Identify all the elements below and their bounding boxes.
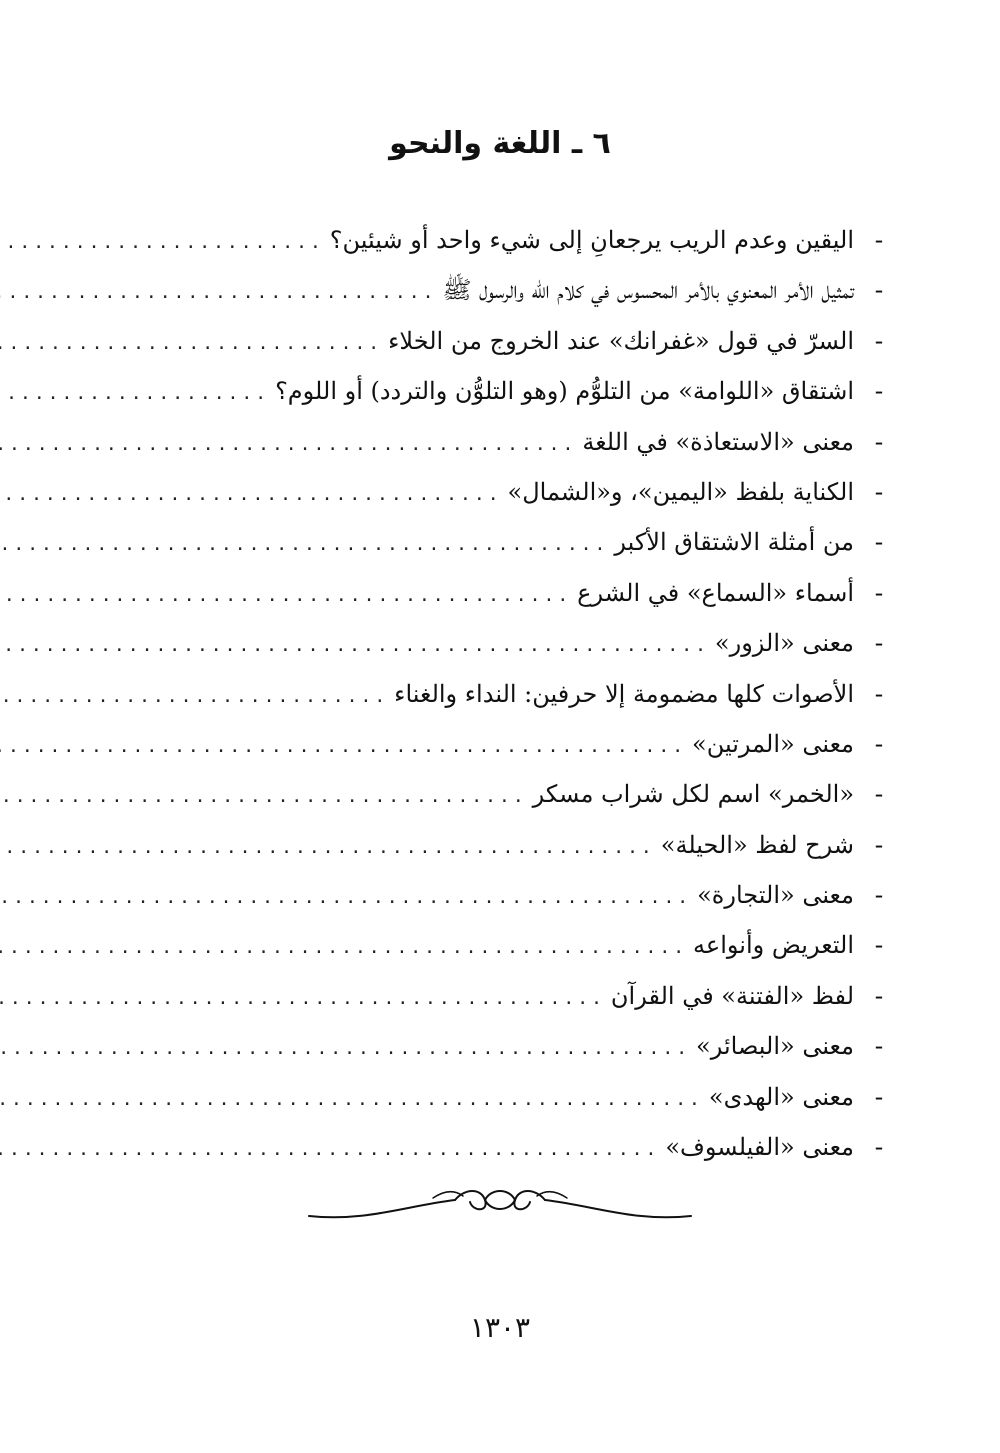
toc-entry (128, 417, 894, 467)
flourish-divider-icon (305, 1176, 695, 1224)
dot-leader (0, 470, 502, 520)
toc-entry (128, 1072, 894, 1122)
entry-dash: - (874, 1082, 884, 1111)
entry-title: معنى «الفيلسوف» (665, 1133, 854, 1162)
entry-title: معنى «التجارة» (697, 881, 854, 910)
entry-title: اليقين وعدم الريب يرجعانِ إلى شيء واحد أو شيئين؟ (329, 226, 854, 254)
entry-title: تمثيل الأمر المعنوي بالأمر المحسوس في كلام الله والرسول ﷺ (442, 276, 854, 305)
entry-dash: - (874, 830, 884, 859)
dot-leader (0, 923, 687, 973)
entry-title: التعريض وأنواعه (693, 931, 854, 960)
entry-title: لفظ «الفتنة» في القرآن (610, 981, 854, 1010)
toc-entry (128, 669, 894, 719)
toc-entry (128, 215, 894, 265)
entry-title: اشتقاق «اللوامة» من التلوُّم (وهو التلوُّن والتردد) أو اللوم؟ (275, 377, 854, 406)
dot-leader (0, 873, 691, 923)
dot-leader (0, 268, 436, 318)
entry-dash: - (874, 477, 884, 506)
dot-leader (0, 823, 655, 873)
entry-title: معنى «الزور» (714, 629, 854, 658)
dot-leader (0, 772, 527, 822)
dot-leader (0, 621, 709, 671)
entry-title: الكناية بلفظ «اليمين»، و«الشمال» (507, 477, 854, 506)
page-number: ١٣٠٣ (469, 1311, 531, 1344)
entry-dash: - (874, 226, 884, 254)
entry-dash: - (874, 931, 884, 960)
entry-title: معنى «الاستعاذة» في اللغة (582, 427, 854, 456)
dot-leader (0, 1075, 703, 1125)
entry-title: شرح لفظ «الحيلة» (660, 830, 854, 859)
toc-entry (128, 971, 894, 1021)
toc-entry (128, 920, 894, 970)
dot-leader (0, 1125, 659, 1175)
entry-dash: - (874, 981, 884, 1010)
entry-title: معنى «المرتين» (692, 729, 854, 758)
entry-dash: - (874, 427, 884, 456)
dot-leader (0, 672, 388, 722)
dot-leader (0, 369, 269, 419)
dot-leader (0, 974, 605, 1024)
entry-dash: - (874, 1032, 884, 1061)
toc-entry (128, 265, 894, 315)
toc-entry (128, 769, 894, 819)
toc-entry (128, 820, 894, 870)
entry-title: «الخمر» اسم لكل شراب مسكر (532, 780, 854, 809)
toc-entry (128, 870, 894, 920)
toc-entry (128, 517, 894, 567)
entry-dash: - (874, 629, 884, 658)
toc-entry (128, 316, 894, 366)
toc-entry (128, 366, 894, 416)
toc-entry (128, 618, 894, 668)
entry-title: من أمثلة الاشتقاق الأكبر (614, 528, 854, 557)
dot-leader (0, 722, 686, 772)
dot-leader (0, 520, 608, 570)
entry-dash: - (874, 729, 884, 758)
section-heading: ٦ ـ اللغة والنحو (389, 126, 611, 161)
toc-entry (128, 1122, 894, 1172)
entry-title: أسماء «السماع» في الشرع (577, 578, 854, 607)
dot-leader (0, 319, 382, 369)
entry-dash: - (874, 578, 884, 607)
dot-leader (0, 571, 571, 621)
entry-title: معنى «البصائر» (696, 1032, 854, 1061)
entry-dash: - (874, 326, 884, 355)
toc-entry (128, 1021, 894, 1071)
table-of-contents (128, 215, 894, 1172)
entry-title: السرّ في قول «غفرانك» عند الخروج من الخلاء (388, 326, 854, 355)
entry-dash: - (874, 881, 884, 910)
toc-entry (128, 568, 894, 618)
entry-dash: - (874, 528, 884, 557)
entry-dash: - (874, 377, 884, 406)
entry-title: الأصوات كلها مضمومة إلا حرفين: النداء والغناء (394, 679, 854, 708)
dot-leader (0, 420, 576, 470)
entry-title: معنى «الهدى» (708, 1082, 854, 1111)
entry-dash: - (874, 679, 884, 708)
entry-dash: - (874, 780, 884, 809)
dot-leader (0, 1024, 690, 1074)
dot-leader (0, 218, 324, 268)
entry-dash: - (874, 276, 884, 305)
toc-entry (128, 719, 894, 769)
toc-entry (128, 467, 894, 517)
entry-dash: - (874, 1133, 884, 1162)
